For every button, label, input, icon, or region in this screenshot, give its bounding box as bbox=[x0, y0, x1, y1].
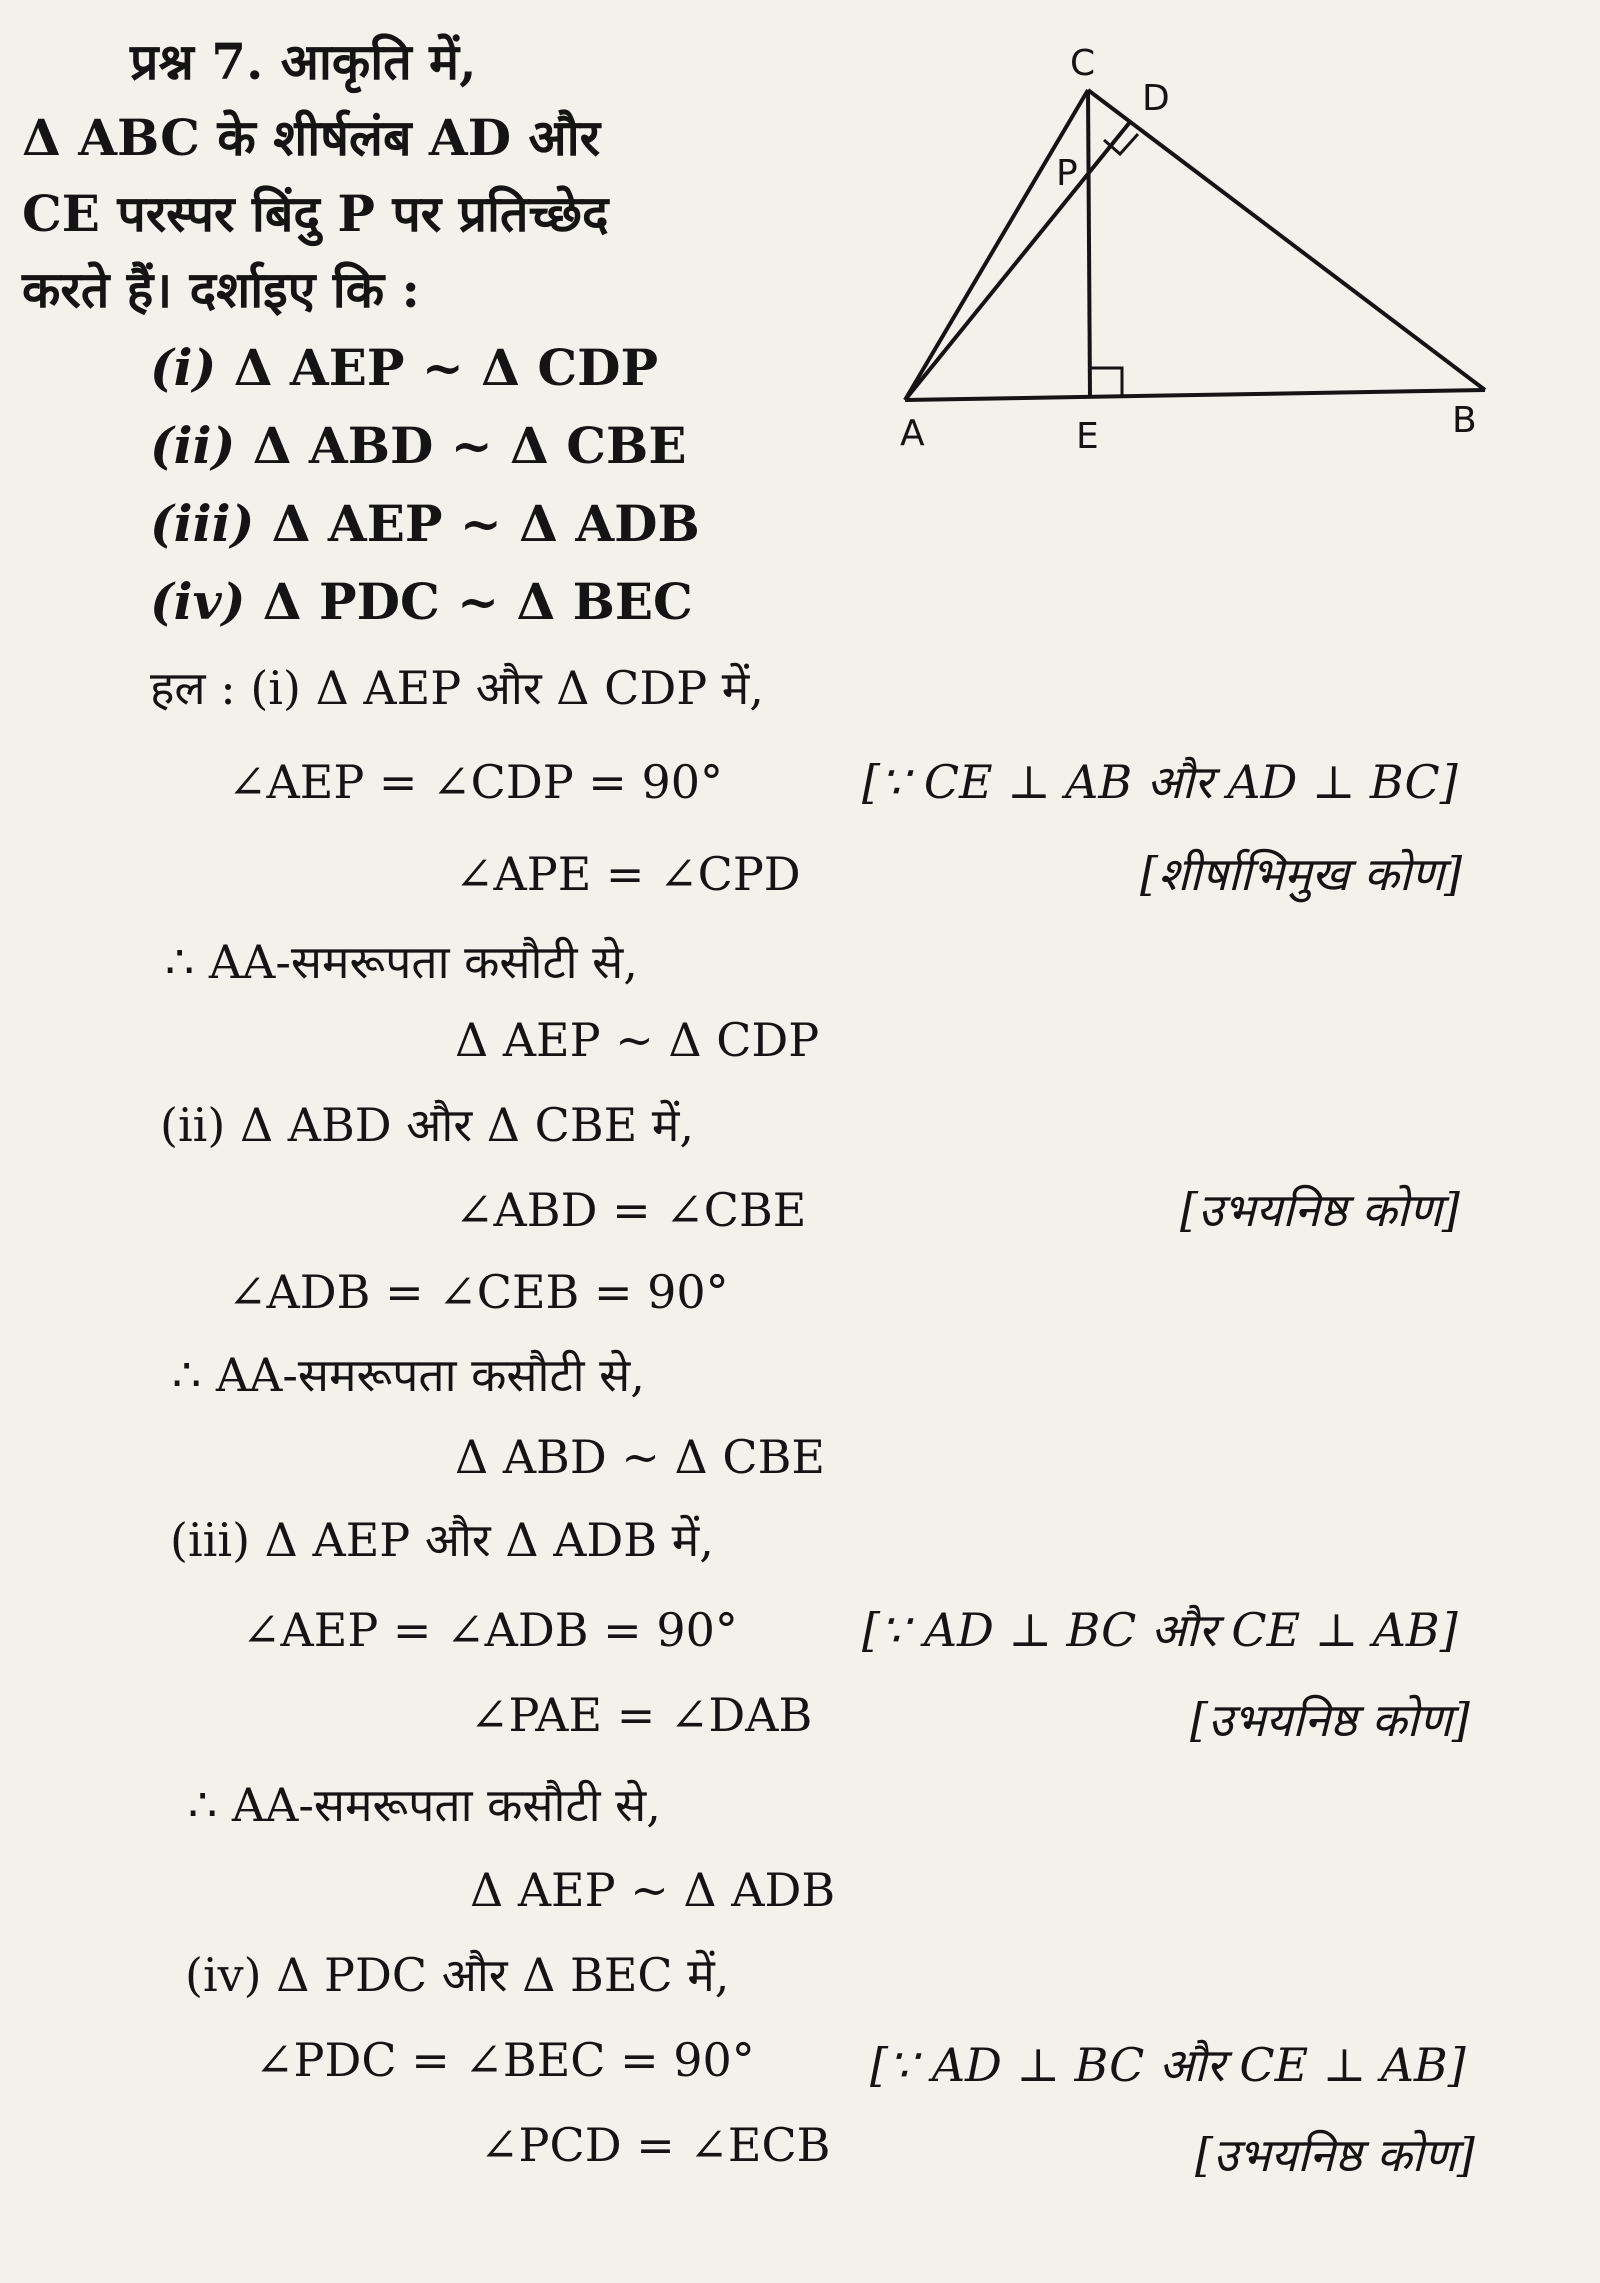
s1-reason-2: [शीर्षाभिमुख कोण] bbox=[1140, 847, 1463, 901]
question-part-2: (ii) Δ ABD ~ Δ CBE bbox=[150, 416, 687, 475]
label-e: E bbox=[1076, 416, 1099, 457]
altitude-ad bbox=[905, 122, 1130, 400]
label-c: C bbox=[1070, 43, 1096, 84]
s4-reason-1: [∵ AD ⊥ BC और CE ⊥ AB] bbox=[870, 2038, 1466, 2092]
s1-equation-1: ∠AEP = ∠CDP = 90° bbox=[228, 755, 723, 809]
right-angle-mark-e bbox=[1090, 368, 1122, 396]
question-line-2: Δ ABC के शीर्षलंब AD और bbox=[22, 108, 601, 167]
s2-intro: (ii) Δ ABD और Δ CBE में, bbox=[160, 1098, 694, 1152]
question-part-4: (iv) Δ PDC ~ Δ BEC bbox=[150, 572, 693, 631]
s3-intro: (iii) Δ AEP और Δ ADB में, bbox=[170, 1513, 714, 1567]
s4-equation-2: ∠PCD = ∠ECB bbox=[480, 2118, 831, 2172]
s1-equation-2: ∠APE = ∠CPD bbox=[455, 847, 801, 901]
label-d: D bbox=[1142, 78, 1170, 119]
s2-equation-2: ∠ADB = ∠CEB = 90° bbox=[228, 1265, 729, 1319]
question-line-3: CE परस्पर बिंदु P पर प्रतिच्छेद bbox=[22, 184, 609, 243]
triangle-figure bbox=[880, 30, 1520, 470]
s3-equation-2: ∠PAE = ∠DAB bbox=[470, 1688, 813, 1742]
s4-equation-1: ∠PDC = ∠BEC = 90° bbox=[255, 2033, 755, 2087]
label-a: A bbox=[900, 413, 925, 454]
s3-equation-1: ∠AEP = ∠ADB = 90° bbox=[242, 1603, 738, 1657]
s1-reason-1: [∵ CE ⊥ AB और AD ⊥ BC] bbox=[862, 755, 1458, 809]
s1-result: Δ AEP ~ Δ CDP bbox=[455, 1013, 820, 1067]
s1-therefore: ∴ AA-समरूपता कसौटी से, bbox=[165, 935, 638, 989]
question-heading: प्रश्न 7. आकृति में, bbox=[130, 32, 477, 91]
question-part-3: (iii) Δ AEP ~ Δ ADB bbox=[150, 494, 700, 553]
s3-reason-1: [∵ AD ⊥ BC और CE ⊥ AB] bbox=[862, 1603, 1458, 1657]
label-b: B bbox=[1452, 400, 1477, 441]
s2-equation-1: ∠ABD = ∠CBE bbox=[455, 1183, 807, 1237]
solution-intro: हल : (i) Δ AEP और Δ CDP में, bbox=[150, 661, 764, 715]
s4-reason-2: [उभयनिष्ठ कोण] bbox=[1195, 2128, 1475, 2182]
s2-reason-1: [उभयनिष्ठ कोण] bbox=[1180, 1183, 1460, 1237]
s2-therefore: ∴ AA-समरूपता कसौटी से, bbox=[172, 1348, 645, 1402]
s3-reason-2: [उभयनिष्ठ कोण] bbox=[1190, 1693, 1470, 1747]
question-part-1: (i) Δ AEP ~ Δ CDP bbox=[150, 338, 659, 397]
side-ac bbox=[905, 90, 1088, 400]
s4-intro: (iv) Δ PDC और Δ BEC में, bbox=[185, 1948, 730, 2002]
side-ab bbox=[905, 390, 1485, 400]
label-p: P bbox=[1056, 153, 1078, 194]
side-cb bbox=[1088, 90, 1485, 390]
altitude-ce bbox=[1088, 90, 1090, 398]
s2-result: Δ ABD ~ Δ CBE bbox=[455, 1430, 825, 1484]
s3-result: Δ AEP ~ Δ ADB bbox=[470, 1863, 836, 1917]
question-line-4: करते हैं। दर्शाइए कि : bbox=[22, 260, 420, 319]
s3-therefore: ∴ AA-समरूपता कसौटी से, bbox=[188, 1778, 661, 1832]
